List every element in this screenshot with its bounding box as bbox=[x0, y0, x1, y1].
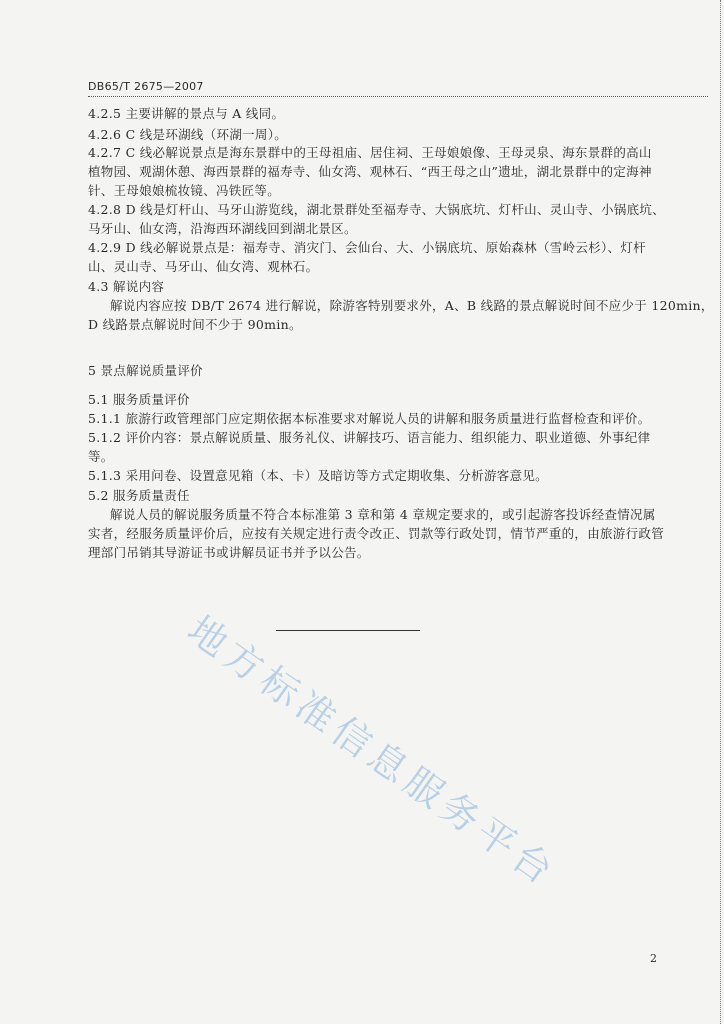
header-code: DB65/T 2675—2007 bbox=[88, 80, 204, 93]
text-line: 5.1.1 旅游行政管理部门应定期依据本标准要求对解说人员的讲解和服务质量进行监督检查和评价。 bbox=[88, 411, 651, 426]
right-edge-border bbox=[719, 0, 721, 1024]
section-heading: 5.2 服务质量责任 bbox=[88, 488, 190, 503]
text-line: 植物园、观湖休憩、海西景群的福寿寺、仙女湾、观林石、“西王母之山”遗址，湖北景群中的定海神 bbox=[88, 164, 652, 179]
text-line: 4.2.5 主要讲解的景点与 A 线同。 bbox=[88, 106, 285, 121]
watermark: 地方标准信息服务平台 bbox=[179, 607, 566, 896]
text-line: 解说人员的解说服务质量不符合本标准第 3 章和第 4 章规定要求的，或引起游客投诉经查情况属 bbox=[110, 507, 656, 522]
text-line: 理部门吊销其导游证书或讲解员证书并予以公告。 bbox=[88, 545, 370, 560]
text-line: 解说内容应按 DB/T 2674 进行解说，除游客特别要求外，A、B 线路的景点解说时间不应少于 120min， bbox=[110, 298, 714, 313]
text-line: 马牙山、仙女湾，沿海西环湖线回到湖北景区。 bbox=[88, 221, 357, 236]
text-line: 4.2.6 C 线是环湖线（环湖一周）。 bbox=[88, 127, 288, 142]
section-heading: 5 景点解说质量评价 bbox=[88, 363, 203, 378]
text-line: 4.2.8 D 线是灯杆山、马牙山游览线，湖北景群处至福寿寺、大锅底坑、灯杆山、灵山寺、小锅底坑、 bbox=[88, 202, 665, 217]
header-rule bbox=[88, 96, 708, 97]
text-line: 4.2.7 C 线必解说景点是海东景群中的王母祖庙、居住祠、王母娘娘像、王母灵泉、海东景群的高山 bbox=[88, 145, 652, 160]
section-heading: 4.3 解说内容 bbox=[88, 279, 165, 294]
section-heading: 5.1 服务质量评价 bbox=[88, 392, 190, 407]
page-number: 2 bbox=[650, 952, 657, 965]
text-line: 5.1.2 评价内容：景点解说质量、服务礼仪、讲解技巧、语言能力、组织能力、职业道德、外事纪律 bbox=[88, 430, 651, 445]
text-line: D 线路景点解说时间不少于 90min。 bbox=[88, 317, 302, 332]
text-line: 实者，经服务质量评价后，应按有关规定进行责令改正、罚款等行政处罚，情节严重的，由旅游行政管 bbox=[88, 526, 665, 541]
text-line: 针、王母娘娘梳妆镜、冯铁匠等。 bbox=[88, 183, 281, 198]
text-line: 4.2.9 D 线必解说景点是：福寿寺、消灾门、会仙台、大、小锅底坑、原始森林（雪岭云杉）、灯杆 bbox=[88, 240, 646, 255]
text-line: 5.1.3 采用问卷、设置意见箱（本、卡）及暗访等方式定期收集、分析游客意见。 bbox=[88, 468, 548, 483]
end-separator bbox=[276, 630, 420, 631]
text-line: 山、灵山寺、马牙山、仙女湾、观林石。 bbox=[88, 259, 319, 274]
text-line: 等。 bbox=[88, 449, 114, 464]
